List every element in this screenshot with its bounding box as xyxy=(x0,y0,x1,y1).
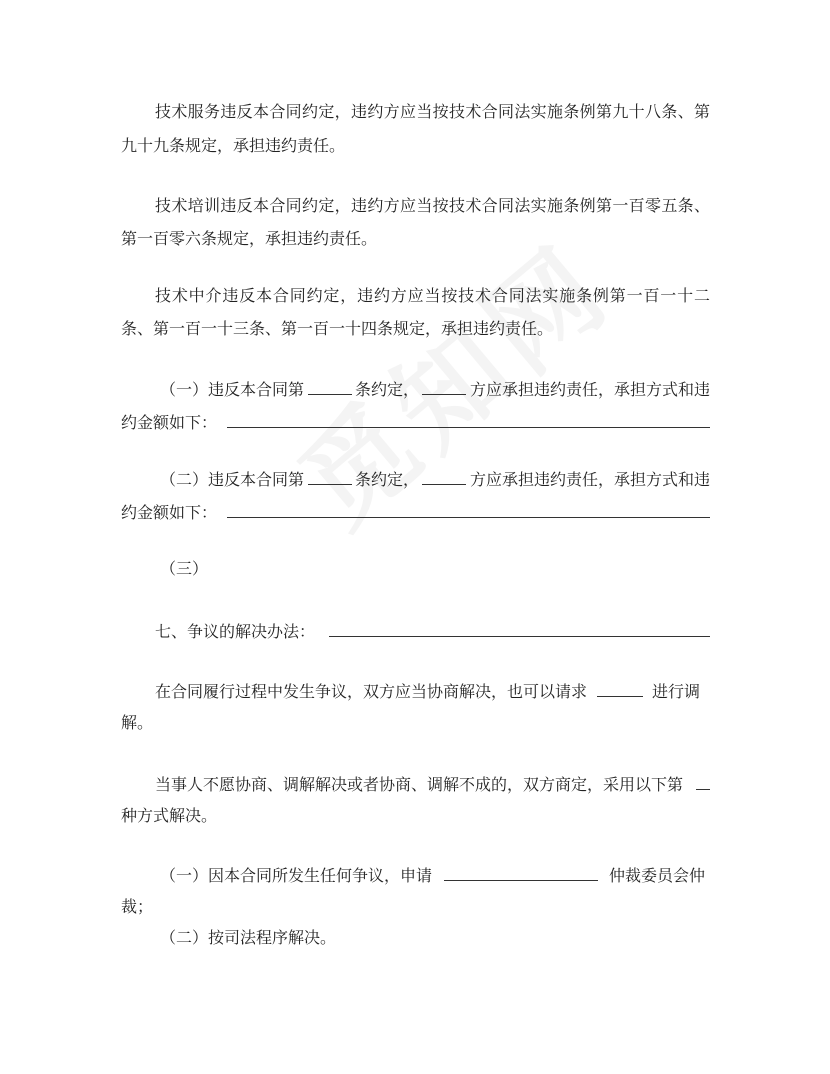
blank-field xyxy=(444,864,598,881)
item-1-line xyxy=(160,378,710,401)
paragraph-line: 技术服务违反本合同约定，违约方应当按技术合同法实施条例第九十八条、第 xyxy=(155,102,710,121)
item-text: 约金额如下： xyxy=(121,503,218,522)
blank-field xyxy=(227,501,710,518)
item-text: 约金额如下： xyxy=(121,413,218,432)
item-2-line2 xyxy=(121,501,710,524)
option-2: （二）按司法程序解决。 xyxy=(160,928,337,947)
item-2-line xyxy=(160,468,710,491)
paragraph-line: 种方式解决。 xyxy=(121,806,218,825)
option-text: （一）因本合同所发生任何争议，申请 xyxy=(160,866,433,885)
blank-field xyxy=(597,680,643,697)
option-text: 仲裁委员会仲 xyxy=(608,866,705,885)
item-1-line2 xyxy=(121,411,710,434)
paragraph-line: 条、第一百一十三条、第一百一十四条规定，承担违约责任。 xyxy=(121,319,554,338)
section-title: 七、争议的解决办法： xyxy=(155,622,316,641)
item-text: 方应承担违约责任，承担方式和违 xyxy=(469,470,710,489)
paragraph-text: 当事人不愿协商、调解解决或者协商、调解不成的，双方商定，采用以下第 xyxy=(155,775,684,794)
paragraph-line: 第一百零六条规定，承担违约责任。 xyxy=(121,229,378,248)
paragraph-line: 技术中介违反本合同约定，违约方应当按技术合同法实施条例第一百一十二 xyxy=(155,286,710,305)
blank-field xyxy=(422,378,466,395)
option-1-line2: 裁； xyxy=(121,897,154,916)
item-text: （一）违反本合同第 xyxy=(160,380,305,399)
paragraph-line xyxy=(155,680,700,703)
paragraph-text: 在合同履行过程中发生争议，双方应当协商解决，也可以请求 xyxy=(155,682,588,701)
option-1 xyxy=(160,864,705,887)
paragraph-line: 解。 xyxy=(121,713,154,732)
blank-field xyxy=(696,773,710,790)
item-text: 条约定， xyxy=(354,470,419,489)
section-7-heading xyxy=(155,620,710,643)
item-text: 方应承担违约责任，承担方式和违 xyxy=(469,380,710,399)
blank-field xyxy=(329,620,710,637)
paragraph-text: 进行调 xyxy=(651,682,700,701)
paragraph-line: 技术培训违反本合同约定，违约方应当按技术合同法实施条例第一百零五条、 xyxy=(155,196,710,215)
blank-field xyxy=(227,411,710,428)
blank-field xyxy=(422,468,466,485)
blank-field xyxy=(308,378,352,395)
paragraph-line: 九十九条规定，承担违约责任。 xyxy=(121,136,346,155)
blank-field xyxy=(308,468,352,485)
item-text: （二）违反本合同第 xyxy=(160,470,305,489)
item-3: （三） xyxy=(160,559,209,578)
item-text: 条约定， xyxy=(354,380,419,399)
paragraph-line xyxy=(155,773,710,796)
